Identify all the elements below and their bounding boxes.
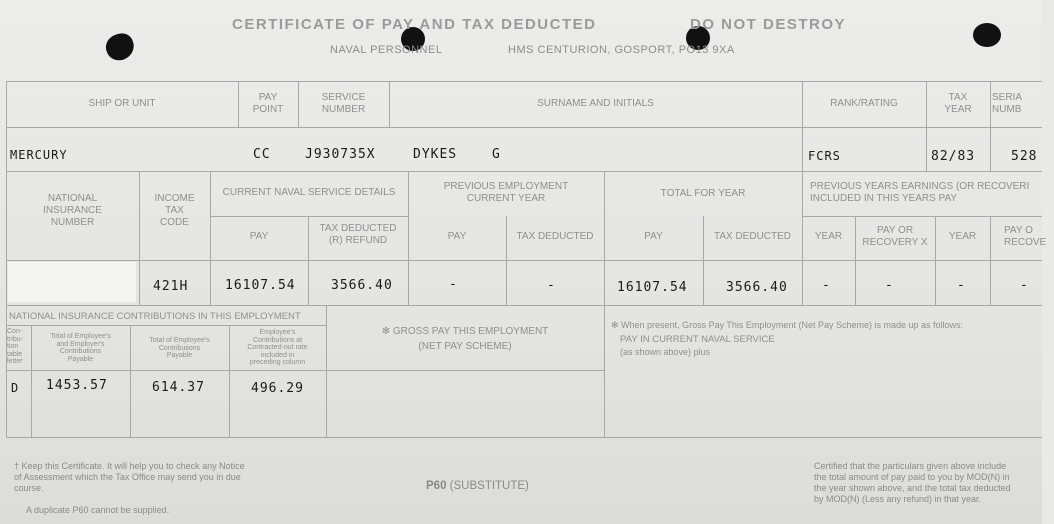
do-not-destroy-label: DO NOT DESTROY [690,16,847,33]
gross-pay-label: ✻ GROSS PAY THIS EMPLOYMENT [381,326,549,337]
ni-contracted-out-header: Employee's Contributions at Contracted-out rate included in preceding column [247,329,308,366]
ni-total-both-value: 1453.57 [46,378,108,393]
total-pay-value: 16107.54 [617,280,688,295]
surname-value: DYKES [413,147,458,162]
tax-year-header: TAX YEAR [944,92,972,115]
service-number-value: J930735X [305,147,376,162]
total-tax-value: 3566.40 [726,280,788,295]
net-pay-scheme-label: (NET PAY SCHEME) [418,341,512,352]
previous-year2-value: - [957,278,966,293]
punch-hole [102,30,137,64]
certification-text: Certified that the particulars given above include the total amount of pay paid to you by MOD(N) in the year shown above, and the total tax deducted by MOD(N) (Less any refund) in that year. [814,461,1011,504]
total-for-year-header: TOTAL FOR YEAR [660,188,746,199]
ni-total-employee-value: 614.37 [152,380,205,395]
rank-value: FCRS [808,149,841,163]
ni-number-redacted [8,262,136,302]
note-line1: ✻ When present, Gross Pay This Employment (Net Pay Scheme) is made up as follows: [611,320,964,330]
tax-year-value: 82/83 [931,149,976,164]
ni-letter-value: D [11,381,20,395]
pay-or-recovery2-header: PAY O RECOVE [1004,225,1047,248]
previous-pay-header: PAY [447,231,467,242]
current-pay-value: 16107.54 [225,278,296,293]
ni-total-both-header: Total of Employee's and Employer's Contributions Payable [50,333,111,363]
total-pay-header: PAY [644,231,663,242]
note-line2: PAY IN CURRENT NAVAL SERVICE [620,334,775,345]
ni-letter-header: Con- tribu- tion table letter [7,328,23,365]
previous-pay-value: - [449,277,458,292]
tax-deducted-refund-header: TAX DEDUCTED (R) REFUND [319,223,397,246]
year1-header: YEAR [814,231,843,242]
ship-value: MERCURY [10,148,68,162]
keep-certificate-note: † Keep this Certificate. It will help you to check any Notice of Assessment which the Tax Office may send you in due course. [14,461,245,493]
tax-code-value: 421H [153,279,189,294]
service-number-header: SERVICE NUMBER [321,92,366,115]
current-pay-header: PAY [249,231,269,242]
pay-point-header: PAY POINT [252,92,284,115]
rank-header: RANK/RATING [830,98,898,109]
ni-total-employee-header: Total of Employee's Contributions Payable [149,337,210,359]
note-line3: (as shown above) plus [620,347,711,357]
previous-tax-value: - [547,278,556,293]
ship-or-unit-header: SHIP OR UNIT [88,98,156,109]
previous-employment-header: PREVIOUS EMPLOYMENT CURRENT YEAR [443,181,569,204]
certificate-title: CERTIFICATE OF PAY AND TAX DEDUCTED [232,16,597,33]
serial-value: 528 [1011,149,1038,164]
p60-label [426,480,529,492]
ni-section-title: NATIONAL INSURANCE CONTRIBUTIONS IN THIS EMPLOYMENT [9,311,301,322]
tax-code-header: INCOME TAX CODE [154,193,195,228]
naval-personnel-label: NAVAL PERSONNEL [330,44,443,56]
substitute-label: (SUBSTITUTE) [449,480,529,492]
previous-tax-header: TAX DEDUCTED [516,231,594,242]
current-naval-header: CURRENT NAVAL SERVICE DETAILS [222,187,396,198]
total-tax-header: TAX DEDUCTED [713,231,792,242]
ni-contracted-out-value: 496.29 [251,381,304,396]
ni-number-header: NATIONAL INSURANCE NUMBER [43,193,102,228]
serial-number-header: SERIA NUMB [992,92,1023,115]
initials-value: G [492,147,501,162]
pay-point-value: CC [253,147,271,162]
p60-code: P60 [426,480,447,492]
office-address: HMS CENTURION, GOSPORT, PO13 9XA [508,44,735,56]
previous-years-header: PREVIOUS YEARS EARNINGS (OR RECOVERI INCLUDED IN THIS YEARS PAY [810,181,1030,204]
surname-header: SURNAME AND INITIALS [537,98,654,109]
previous-recovery1-value: - [885,278,894,293]
previous-recovery2-value: - [1020,278,1029,293]
duplicate-note: A duplicate P60 cannot be supplied. [26,505,170,515]
pay-or-recovery-header: PAY OR RECOVERY X [862,225,928,248]
year2-header: YEAR [948,231,977,242]
tax-deducted-value: 3566.40 [331,278,393,293]
previous-year1-value: - [822,278,831,293]
punch-hole [973,23,1001,47]
